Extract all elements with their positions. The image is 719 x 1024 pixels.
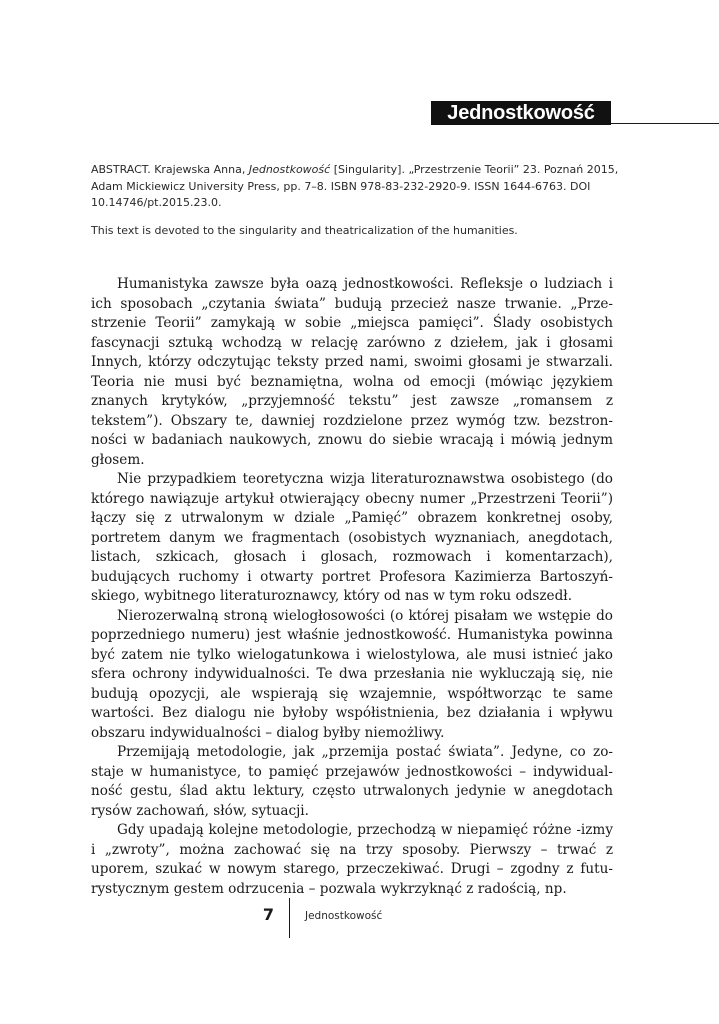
body-paragraph-1: Humanistyka zawsze była oazą jednostkowości. Refleksje o ludziach i ich sposobach „czytania świata” budują przecież nasze trwanie. „Przestrzenie Teorii” zamykają w sobie „miejsca pamięci”. Ślady osobistych fascynacji sztuką wchodzą w relację zarówno z dziełem, jak i głosami Innych, którzy odczytując teksty przed nami, swoimi głosami je stwarzali. Teoria nie musi być beznamiętna, wolna od emocji (mówiąc językiem znanych krytyków, „przyjemność tekstu” jest zawsze „romansem z tekstem”). Obszary te, dawniej rozdzielone przez wymóg tzw. bezstronności w badaniach naukowych, znowu do siebie wracają i mówią jednym głosem. xyxy=(91,276,613,468)
body-paragraph-2: Nie przypadkiem teoretyczna wizja literaturoznawstwa osobistego (do którego nawiązuje artykuł otwierający obecny numer „Przestrzeni Teorii”) łączy się z utrwalonym w dziale „Pamięć” obrazem konkretnej osoby, portretem danym we fragmentach (osobistych wyznaniach, anegdotach, listach, szkicach, głosach i glosach, rozmowach i komentarzach), budujących ruchomy i otwarty portret Profesora Kazimierza Bartoszyńskiego, wybitnego literaturoznawcy, który od nas w tym roku odszedł. xyxy=(91,471,613,604)
abstract-label: ABSTRACT. Krajewska Anna, xyxy=(91,163,249,176)
footer-divider xyxy=(289,898,290,938)
body-paragraph-3: Nierozerwalną stroną wielogłosowości (o której pisałam we wstępie do poprzedniego numeru) jest właśnie jednostkowość. Humanistyka powinna być zatem nie tylko wielogatunkowa i wielostylowa, ale musi istnieć jako sfera ochrony indywidualności. Te dwa przesłania nie wykluczają się, nie budują opozycji, ale wspierają się wzajemnie, współtworząc te same wartości. Bez dialogu nie byłoby współistnienia, bez działania i wpływu obszaru indywidualności – dialog byłby niemożliwy. xyxy=(91,607,613,741)
article-title: Jednostkowość xyxy=(431,101,611,125)
running-title: Jednostkowość xyxy=(305,910,383,922)
body-paragraph-5: Gdy upadają kolejne metodologie, przechodzą w niepamięć różne -izmy i „zwroty”, można zachować się na trzy sposoby. Pierwszy – trwać z uporem, szukać w nowym starego, przeczekiwać. Drugi – zgodny z futurystycznym gestem odrzucenia – pozwala wykrzyknąć z radością, np. xyxy=(91,822,613,897)
body-paragraph-4: Przemijają metodologie, jak „przemija postać świata”. Jedyne, co zostaje w humanistyce, to pamięć przejawów jednostkowości – indywidualność gestu, ślad aktu lektury, często utrwalonych jedynie w anegdotach rysów zachowań, słów, sytuacji. xyxy=(91,744,613,819)
abstract-summary: This text is devoted to the singularity and theatricalization of the humanities. xyxy=(91,223,518,237)
abstract-citation-text: [Singularity]. „Przestrzenie Teorii” 23. Poznań 2015, Adam Mickiewicz University Press, pp. 7–8. ISBN 978-83-232-2920-9. ISSN 1644-6763. DOI 10.14746/pt.2015.23.0. xyxy=(91,163,619,209)
abstract-work-title: Jednostkowość xyxy=(248,163,331,176)
abstract xyxy=(91,162,623,239)
page-number: 7 xyxy=(262,905,274,924)
article-body xyxy=(91,275,613,899)
abstract-citation xyxy=(91,162,623,212)
